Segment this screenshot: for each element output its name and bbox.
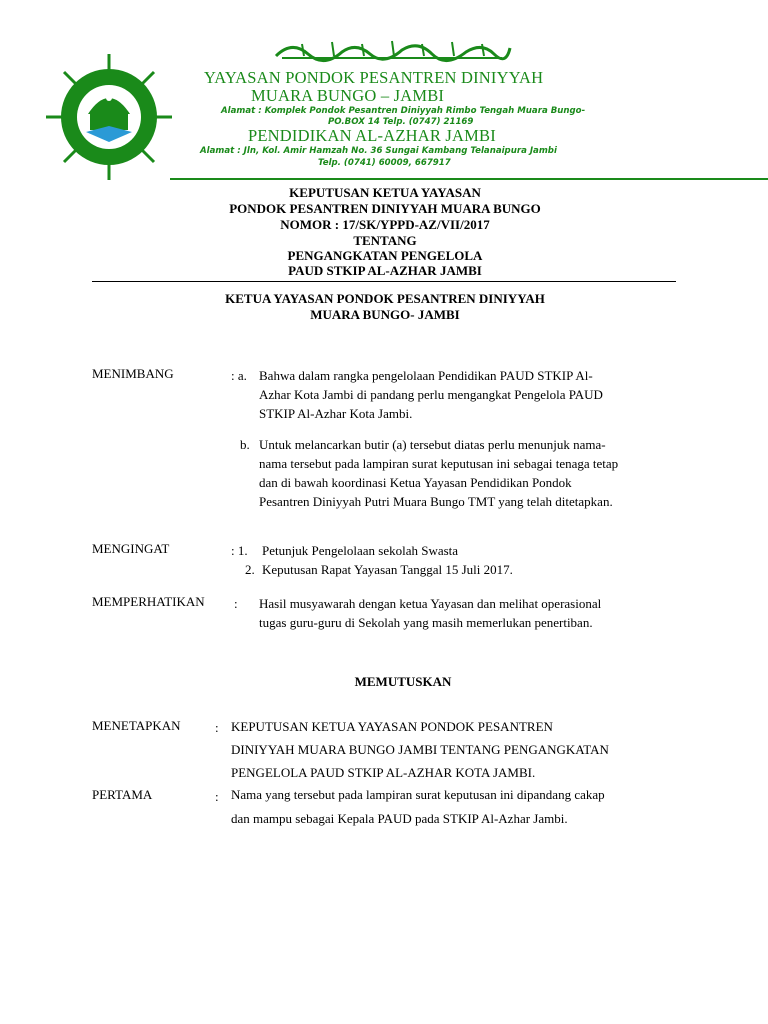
mengingat-label: MENGINGAT — [92, 541, 170, 556]
pertama-colon: : — [215, 789, 219, 804]
letterhead-address2b: Telp. (0741) 60009, 667917 — [318, 158, 451, 168]
issuer-line2: MUARA BUNGO- JAMBI — [310, 307, 460, 322]
pertama-line1: Nama yang tersebut pada lampiran surat keputusan ini dipandang cakap — [231, 787, 605, 802]
menimbang-label: MENIMBANG — [92, 366, 174, 381]
decree-title-4: TENTANG — [353, 233, 417, 248]
memperhatikan-line2: tugas guru-guru di Sekolah yang masih memerlukan penertiban. — [259, 615, 593, 630]
letterhead-address1a: Alamat : Komplek Pondok Pesantren Diniyyah Rimbo Tengah Muara Bungo- — [221, 106, 586, 116]
issuer-line1: KETUA YAYASAN PONDOK PESANTREN DINIYYAH — [225, 291, 545, 306]
title-divider — [92, 281, 676, 282]
letterhead-line1: YAYASAN PONDOK PESANTREN DINIYYAH — [204, 68, 544, 87]
menetapkan-line2: DINIYYAH MUARA BUNGO JAMBI TENTANG PENGANGKATAN — [231, 742, 609, 757]
menimbang-b-marker: b. — [240, 437, 250, 452]
menetapkan-colon: : — [215, 720, 219, 735]
menetapkan-line1: KEPUTUSAN KETUA YAYASAN PONDOK PESANTREN — [231, 719, 553, 734]
letterhead-address1b: PO.BOX 14 Telp. (0747) 21169 — [328, 117, 474, 127]
mengingat-item-1: Petunjuk Pengelolaan sekolah Swasta — [262, 543, 459, 558]
menetapkan-line3: PENGELOLA PAUD STKIP AL-AZHAR KOTA JAMBI. — [231, 765, 536, 780]
letterhead-line3: PENDIDIKAN AL-AZHAR JAMBI — [248, 126, 496, 145]
decree-number: NOMOR : 17/SK/YPPD-AZ/VII/2017 — [280, 217, 490, 232]
memutuskan-heading: MEMUTUSKAN — [354, 674, 452, 689]
letterhead-address2a: Alamat : Jln, Kol. Amir Hamzah No. 36 Sungai Kambang Telanaipura Jambi — [200, 146, 557, 156]
menimbang-b-line4: Pesantren Diniyyah Putri Muara Bungo TMT yang telah ditetapkan. — [259, 494, 613, 509]
menimbang-a-marker: : a. — [231, 368, 247, 383]
decree-title-6: PAUD STKIP AL-AZHAR JAMBI — [288, 263, 482, 278]
memperhatikan-line1: Hasil musyawarah dengan ketua Yayasan dan melihat operasional — [259, 596, 602, 611]
menimbang-b-line3: dan di bawah koordinasi Ketua Yayasan Pendidikan Pondok — [259, 475, 572, 490]
pertama-label: PERTAMA — [92, 787, 153, 802]
pertama-line2: dan mampu sebagai Kepala PAUD pada STKIP Al-Azhar Jambi. — [231, 811, 568, 826]
letterhead-divider — [170, 178, 768, 180]
decree-title-1: KEPUTUSAN KETUA YAYASAN — [289, 185, 481, 200]
foundation-logo — [44, 52, 174, 182]
menetapkan-label: MENETAPKAN — [92, 718, 181, 733]
mengingat-marker-2: 2. — [245, 562, 255, 577]
menimbang-b-line2: nama tersebut pada lampiran surat keputusan ini sebagai tenaga tetap — [259, 456, 619, 471]
arabic-calligraphy-banner — [272, 36, 512, 64]
menimbang-b-line1: Untuk melancarkan butir (a) tersebut diatas perlu menunjuk nama- — [259, 437, 606, 452]
memperhatikan-label: MEMPERHATIKAN — [92, 594, 205, 609]
decree-title-2: PONDOK PESANTREN DINIYYAH MUARA BUNGO — [229, 201, 541, 216]
menimbang-a-line1: Bahwa dalam rangka pengelolaan Pendidikan PAUD STKIP Al- — [259, 368, 593, 383]
memperhatikan-colon: : — [234, 596, 238, 611]
decree-title-5: PENGANGKATAN PENGELOLA — [287, 248, 483, 263]
menimbang-a-line2: Azhar Kota Jambi di pandang perlu mengangkat Pengelola PAUD — [259, 387, 603, 402]
menimbang-a-line3: STKIP Al-Azhar Kota Jambi. — [259, 406, 413, 421]
letterhead-line2: MUARA BUNGO – JAMBI — [251, 86, 445, 105]
mengingat-item-2: Keputusan Rapat Yayasan Tanggal 15 Juli 2017. — [262, 562, 513, 577]
mengingat-marker-1: : 1. — [231, 543, 248, 558]
